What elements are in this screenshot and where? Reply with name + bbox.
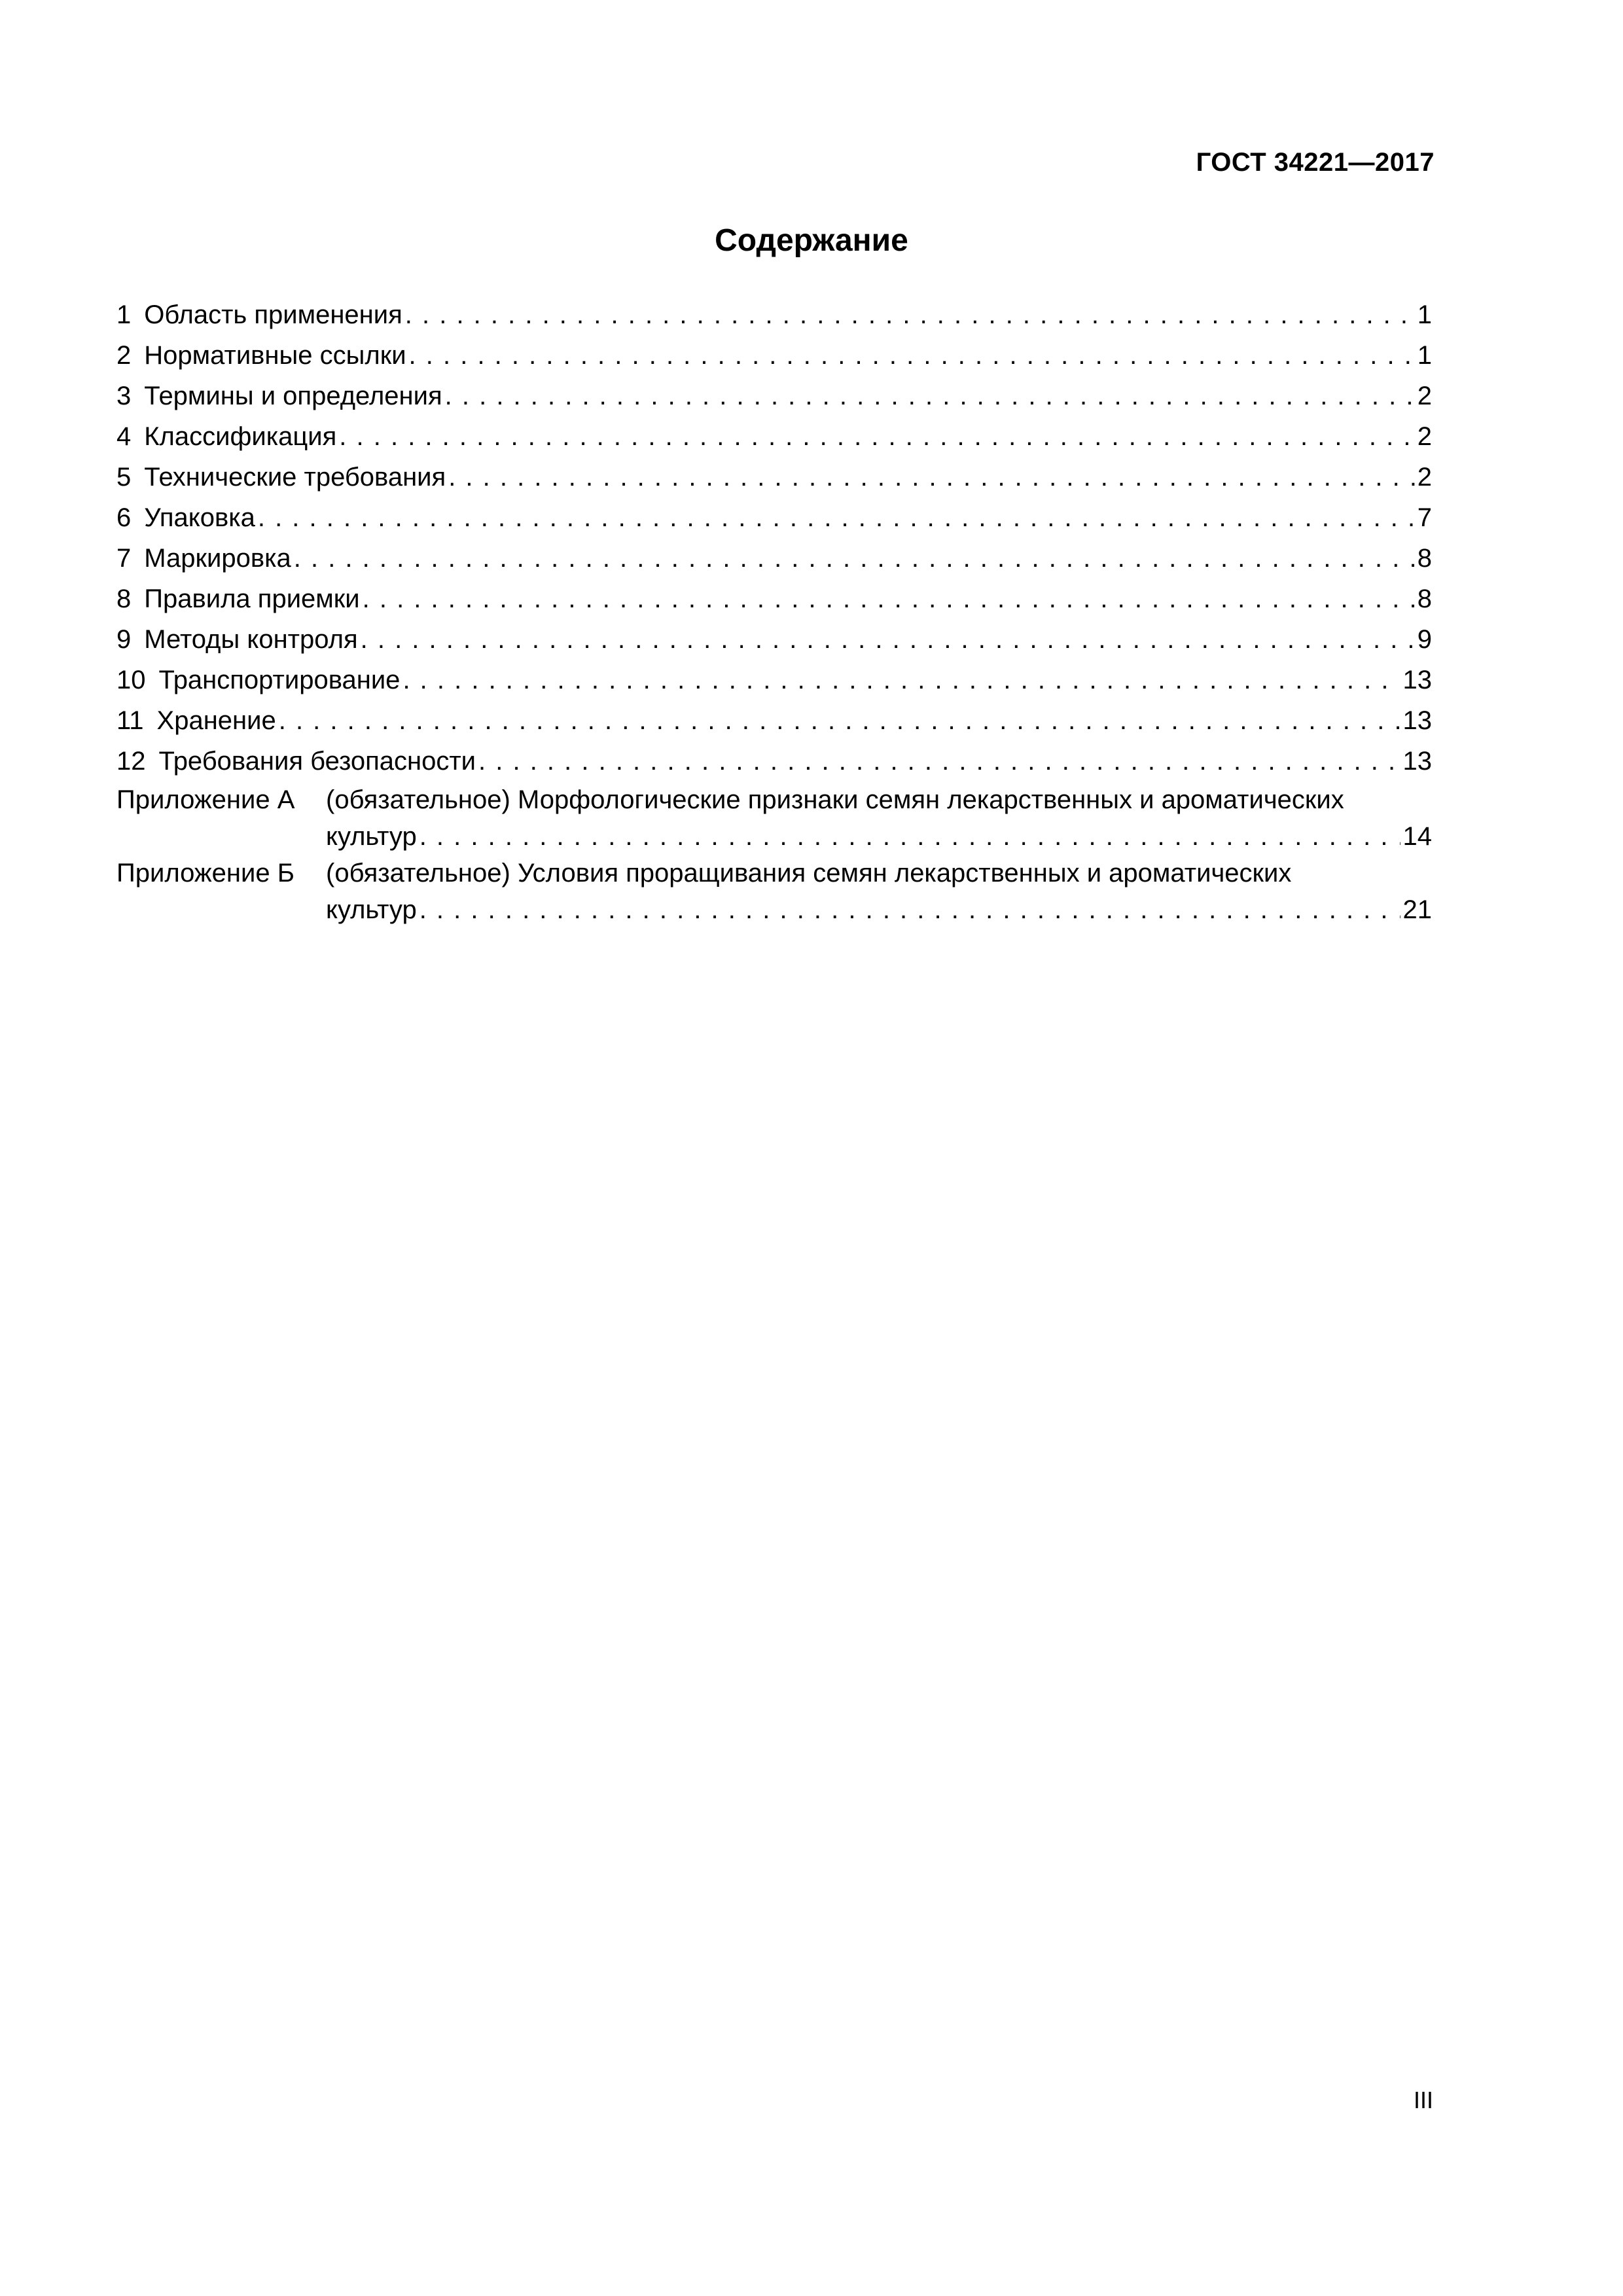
toc-entry-label: Хранение [156,706,276,735]
standard-code: ГОСТ 34221—2017 [1196,148,1435,177]
toc-entry-page: 13 [1402,747,1432,776]
toc-entry[interactable] [116,660,1432,700]
toc-entry-label: Термины и определения [144,382,442,410]
toc-entry-label: Упаковка [144,503,255,532]
dot-leader [294,538,1415,579]
toc-entry[interactable] [116,416,1432,457]
toc-entry-page: 2 [1417,382,1432,410]
toc-entry-number: 9 [116,625,132,654]
toc-entry[interactable] [116,295,1432,335]
toc-entry-page: 13 [1402,666,1432,694]
toc-entry-number: 7 [116,544,132,573]
toc-entry-page: 14 [1402,822,1432,851]
toc-entry-label: Область применения [144,300,402,329]
appendix-title: (обязательное) Условия проращивания семян лекарственных и ароматических [326,859,1292,888]
toc-entry-page: 7 [1417,503,1432,532]
dot-leader [478,741,1400,781]
toc-entry-page: 1 [1417,341,1432,370]
dot-leader [405,295,1415,335]
appendix-prefix: Приложение Б [116,859,294,888]
toc-entry-label: Методы контроля [144,625,358,654]
toc-entry-label: Классификация [144,422,337,451]
toc-entry-page: 2 [1417,422,1432,451]
toc-entry-number: 3 [116,382,132,410]
dot-leader [339,416,1414,457]
toc-entry-label: Маркировка [144,544,291,573]
toc-entry-number: 8 [116,584,132,613]
toc-entry[interactable] [116,741,1432,781]
dot-leader [445,376,1415,416]
toc-entry-label: Транспортирование [158,666,401,694]
toc-appendix-entry[interactable] [116,855,1432,928]
toc-entry-page: 1 [1417,300,1432,329]
toc-title: Содержание [715,223,908,258]
dot-leader [258,497,1415,538]
appendix-title: (обязательное) Морфологические признаки семян лекарственных и ароматических [326,785,1344,814]
toc-entry-page: 9 [1417,625,1432,654]
toc-entry[interactable] [116,376,1432,416]
table-of-contents [116,295,1432,928]
toc-entry-label: Технические требования [144,463,446,492]
dot-leader [448,457,1415,497]
toc-entry-label: Нормативные ссылки [144,341,406,370]
toc-entry-number: 1 [116,300,132,329]
toc-entry-page: 2 [1417,463,1432,492]
page-number: III [1413,2087,1433,2113]
toc-entry-number: 12 [116,747,146,776]
dot-leader [419,891,1400,928]
appendix-title-continuation: культур [326,895,417,924]
toc-entry-page: 21 [1402,895,1432,924]
dot-leader [402,660,1400,700]
toc-entry-number: 11 [116,706,144,735]
toc-entry-number: 5 [116,463,132,492]
appendix-prefix: Приложение А [116,785,295,814]
toc-entry[interactable] [116,538,1432,579]
toc-entry-label: Правила приемки [144,584,360,613]
dot-leader [419,818,1400,855]
toc-entry-page: 13 [1402,706,1432,735]
toc-entry-number: 4 [116,422,132,451]
toc-entry-page: 8 [1417,544,1432,573]
appendix-title-continuation: культур [326,822,417,851]
toc-entry-number: 6 [116,503,132,532]
toc-entry-number: 2 [116,341,132,370]
dot-leader [409,335,1415,376]
toc-entry-label: Требования безопасности [158,747,476,776]
toc-entry[interactable] [116,619,1432,660]
toc-entry[interactable] [116,700,1432,741]
toc-entry[interactable] [116,497,1432,538]
dot-leader [361,619,1415,660]
dot-leader [363,579,1415,619]
toc-appendix-entry[interactable] [116,781,1432,855]
toc-entry[interactable] [116,457,1432,497]
toc-entry[interactable] [116,335,1432,376]
toc-entry-number: 10 [116,666,146,694]
toc-entry[interactable] [116,579,1432,619]
dot-leader [279,700,1400,741]
toc-entry-page: 8 [1417,584,1432,613]
